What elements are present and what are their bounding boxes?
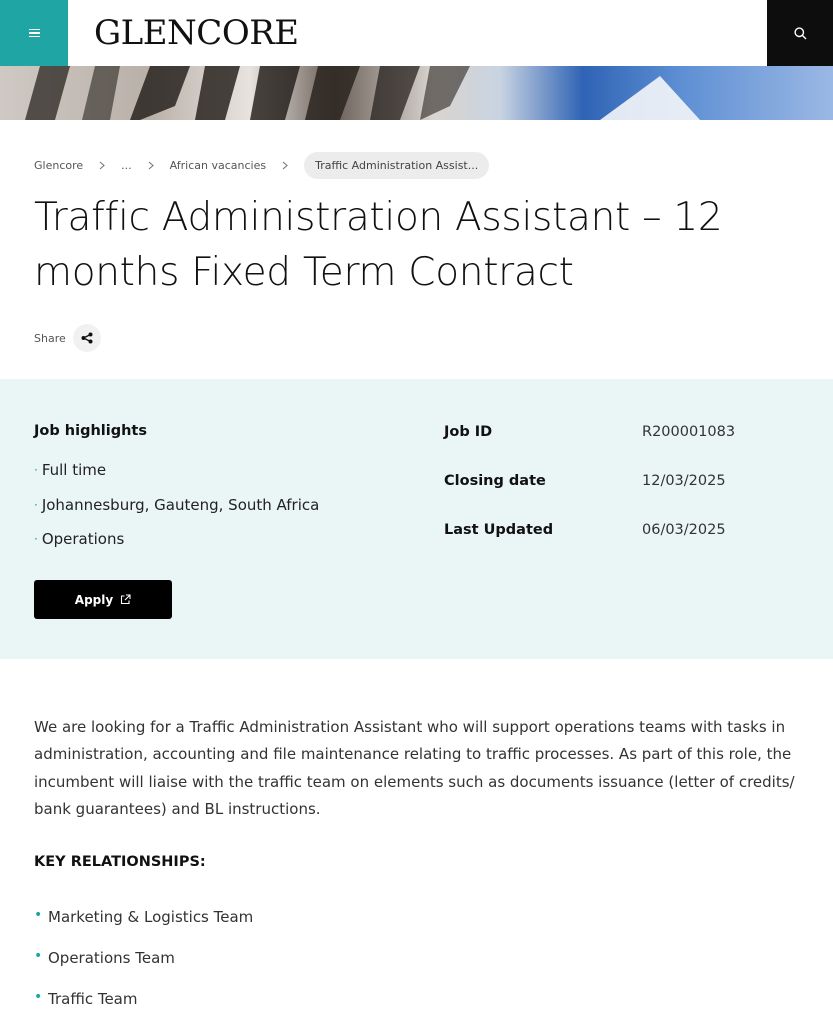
page-title-line-1: Traffic Administration Assistant – 12 — [34, 195, 723, 240]
chevron-right-icon — [282, 161, 288, 170]
key-relationships-list — [34, 906, 253, 1029]
relationship-operations: Operations Team — [48, 949, 175, 967]
closing-date-value: 12/03/2025 — [642, 473, 726, 489]
list-item — [34, 988, 253, 1029]
breadcrumb-african-vacancies[interactable]: African vacancies — [169, 158, 267, 172]
hero-image — [0, 66, 833, 120]
chevron-right-icon — [148, 161, 154, 170]
search-icon — [794, 27, 807, 40]
external-link-icon — [120, 594, 131, 605]
page-title — [34, 190, 794, 300]
bullet-icon: • — [34, 989, 43, 1005]
closing-date-label: Closing date — [444, 473, 546, 489]
chevron-right-icon — [99, 161, 105, 170]
breadcrumb-home[interactable]: Glencore — [34, 158, 84, 172]
list-item — [34, 496, 319, 531]
breadcrumb-current: Traffic Administration Assist... — [304, 152, 489, 179]
list-item — [34, 530, 319, 565]
share-row — [34, 324, 101, 352]
job-highlights-title: Job highlights — [34, 423, 147, 439]
last-updated-value: 06/03/2025 — [642, 522, 726, 538]
key-relationships-title: KEY RELATIONSHIPS: — [34, 854, 206, 870]
bullet-icon: • — [34, 907, 43, 923]
bullet-icon: · — [34, 497, 38, 512]
page-title-line-2: months Fixed Term Contract — [34, 250, 574, 295]
list-item — [34, 947, 253, 988]
apply-button[interactable] — [34, 580, 172, 619]
bullet-icon: · — [34, 463, 38, 477]
breadcrumb-ellipsis[interactable]: ... — [121, 158, 132, 172]
glencore-logo[interactable]: GLENCORE — [94, 13, 299, 53]
menu-button[interactable] — [0, 0, 68, 66]
job-highlights-list — [34, 461, 319, 565]
share-label: Share — [34, 331, 66, 345]
search-button[interactable] — [767, 0, 833, 66]
site-header — [0, 0, 833, 66]
job-highlights-panel — [0, 379, 833, 659]
list-item — [34, 461, 319, 496]
relationship-traffic: Traffic Team — [48, 990, 138, 1008]
job-id-value: R200001083 — [642, 424, 736, 440]
job-id-label: Job ID — [444, 424, 493, 440]
apply-label: Apply — [74, 592, 114, 607]
job-description: We are looking for a Traffic Administration Assistant who will support operations teams with tasks in administration, accounting and file maintenance relating to traffic processes. As part of this role, the incumbent will liaise with the traffic team on elements such as documents issuance (letter of credits/ bank guarantees) and BL instructions. — [34, 718, 795, 818]
highlight-employment-type: Full time — [41, 461, 107, 479]
bullet-icon: · — [34, 532, 38, 546]
share-icon — [81, 332, 93, 344]
list-item — [34, 906, 253, 947]
breadcrumb — [34, 151, 489, 179]
relationship-marketing-logistics: Marketing & Logistics Team — [48, 908, 254, 926]
hamburger-menu-icon — [29, 29, 40, 37]
share-button[interactable] — [73, 324, 101, 352]
last-updated-label: Last Updated — [444, 522, 554, 538]
highlight-location: Johannesburg, Gauteng, South Africa — [41, 495, 320, 514]
bullet-icon: • — [34, 948, 43, 964]
highlight-function: Operations — [41, 530, 125, 548]
